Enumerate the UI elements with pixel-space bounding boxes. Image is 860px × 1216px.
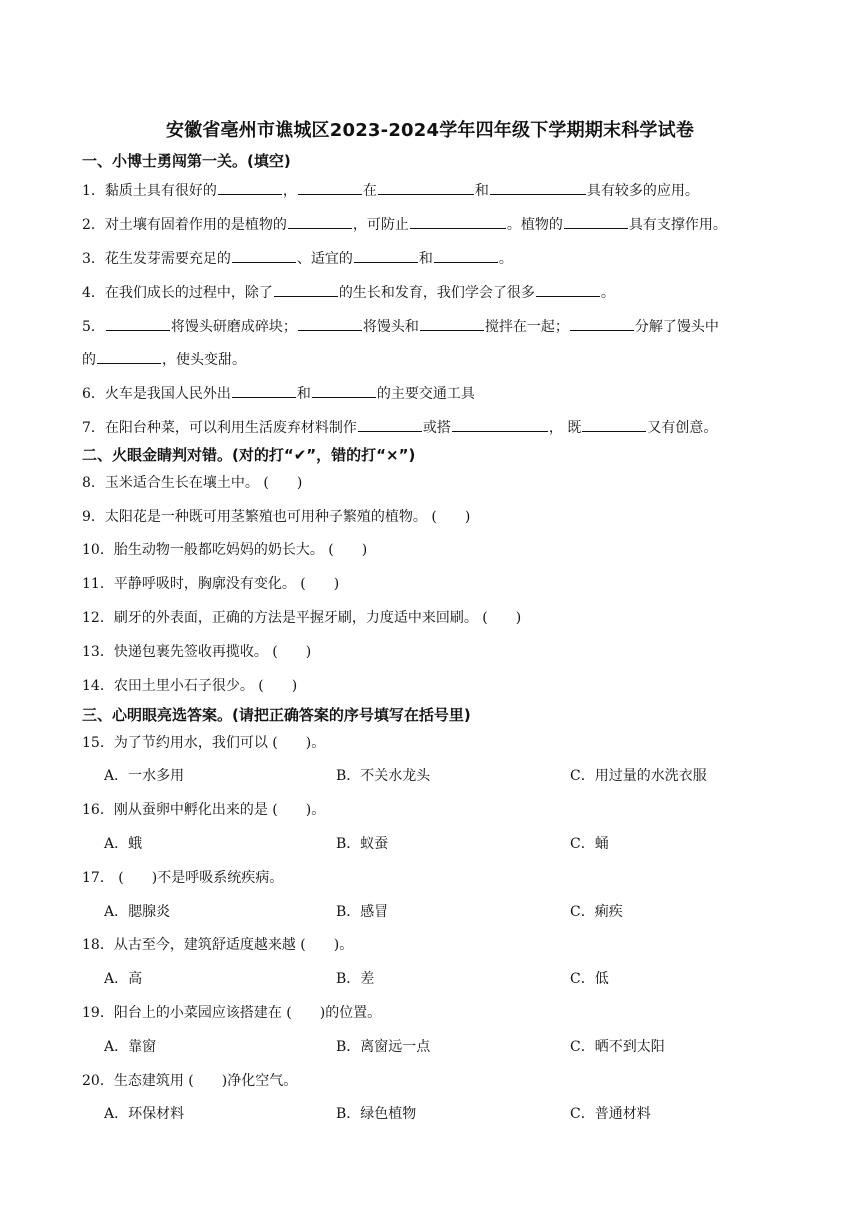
option-b[interactable]: B．离窗远一点 [336,1039,431,1055]
check-mark-icon: ✔ [293,446,307,464]
answer-blank[interactable] [490,179,586,195]
option-a[interactable]: A．高 [104,971,143,987]
answer-blank[interactable] [354,247,418,263]
option-c[interactable]: C．用过量的水洗衣服 [570,768,707,784]
answer-parenthesis[interactable]: ( ) [272,644,312,660]
answer-blank[interactable] [452,416,548,432]
answer-blank[interactable] [564,213,628,229]
answer-blank[interactable] [288,213,352,229]
answer-blank[interactable] [274,281,338,297]
answer-blank[interactable] [312,382,376,398]
option-a[interactable]: A．一水多用 [104,768,185,784]
option-c[interactable]: C．痢疾 [570,904,623,920]
question-16: 16．刚从蚕卵中孵化出来的是 ( )。 [82,802,326,818]
answer-parenthesis[interactable]: ( ) [431,509,471,525]
answer-blank[interactable] [298,179,362,195]
question-5: 5． 将馒头研磨成碎块； 将馒头和 搅拌在一起； 分解了馒头中 [82,315,719,337]
option-a[interactable]: A．靠窗 [104,1039,157,1055]
answer-blank[interactable] [298,315,362,331]
answer-blank[interactable] [106,315,170,331]
question-5-continued: 的 ，使头变甜。 [82,348,246,370]
question-15: 15．为了节约用水，我们可以 ( )。 [82,735,326,751]
answer-blank[interactable] [358,416,422,432]
question-7: 7．在阳台种菜，可以利用生活废弃材料制作 或搭 ， 既 又有创意。 [82,416,717,438]
option-c[interactable]: C．晒不到太阳 [570,1039,665,1055]
answer-blank[interactable] [218,179,282,195]
section-heading-choice: 三、心明眼亮选答案。(请把正确答案的序号填写在括号里) [82,706,471,724]
option-b[interactable]: B．感冒 [336,904,389,920]
question-1: 1．黏质土具有很好的 ， 在 和 具有较多的应用。 [82,179,699,201]
answer-blank[interactable] [536,281,600,297]
answer-parenthesis[interactable]: ( ) [258,678,298,694]
question-13: 13．快递包裹先签收再揽收。 ( ) [82,642,314,662]
question-2: 2．对土壤有固着作用的是植物的 ，可防止 。植物的 具有支撑作用。 [82,213,727,235]
answer-blank[interactable] [420,315,484,331]
option-a[interactable]: A．环保材料 [104,1106,185,1122]
answer-blank[interactable] [378,179,474,195]
option-b[interactable]: B．绿色植物 [336,1106,417,1122]
answer-parenthesis[interactable]: ( ) [328,542,368,558]
option-c[interactable]: C．普通材料 [570,1106,651,1122]
option-b[interactable]: B．差 [336,971,375,987]
option-b[interactable]: B．蚁蚕 [336,836,389,852]
question-18: 18．从古至今，建筑舒适度越来越 ( )。 [82,937,354,953]
answer-blank[interactable] [97,348,161,364]
option-b[interactable]: B．不关水龙头 [336,768,431,784]
answer-blank[interactable] [410,213,506,229]
answer-parenthesis[interactable]: ( ) [300,576,340,592]
option-c[interactable]: C．低 [570,971,609,987]
question-3: 3．花生发芽需要充足的 、适宜的 和 。 [82,247,513,269]
option-a[interactable]: A．蛾 [104,836,143,852]
question-19: 19．阳台上的小菜园应该搭建在 ( )的位置。 [82,1005,382,1021]
question-9: 9．太阳花是一种既可用茎繁殖也可用种子繁殖的植物。 ( ) [82,507,473,527]
answer-parenthesis[interactable]: ( ) [482,610,522,626]
question-10: 10．胎生动物一般都吃妈妈的奶长大。 ( ) [82,540,370,560]
question-6: 6．火车是我国人民外出 和 的主要交通工具 [82,382,475,404]
question-14: 14．农田土里小石子很少。 ( ) [82,676,300,696]
question-8: 8．玉米适合生长在壤土中。 ( ) [82,473,305,493]
answer-parenthesis[interactable]: ( ) [263,475,303,491]
question-17: 17． ( )不是呼吸系统疾病。 [82,870,284,886]
option-a[interactable]: A．腮腺炎 [104,904,171,920]
section-heading-judge: 二、火眼金睛判对错。(对的打“✔”，错的打“×”) [82,446,416,464]
page-title: 安徽省亳州市谯城区2023-2024学年四年级下学期期末科学试卷 [165,120,695,141]
question-11: 11．平静呼吸时，胸廓没有变化。 ( ) [82,574,342,594]
question-4: 4．在我们成长的过程中，除了 的生长和发育，我们学会了很多 。 [82,281,615,303]
option-c[interactable]: C．蛹 [570,836,609,852]
answer-blank[interactable] [582,416,646,432]
answer-blank[interactable] [232,382,296,398]
section-heading-fill: 一、小博士勇闯第一关。(填空) [82,152,291,170]
question-20: 20．生态建筑用 ( )净化空气。 [82,1073,298,1089]
answer-blank[interactable] [232,247,296,263]
answer-blank[interactable] [570,315,634,331]
answer-blank[interactable] [434,247,498,263]
question-12: 12．刷牙的外表面，正确的方法是平握牙刷，力度适中来回刷。 ( ) [82,608,524,628]
